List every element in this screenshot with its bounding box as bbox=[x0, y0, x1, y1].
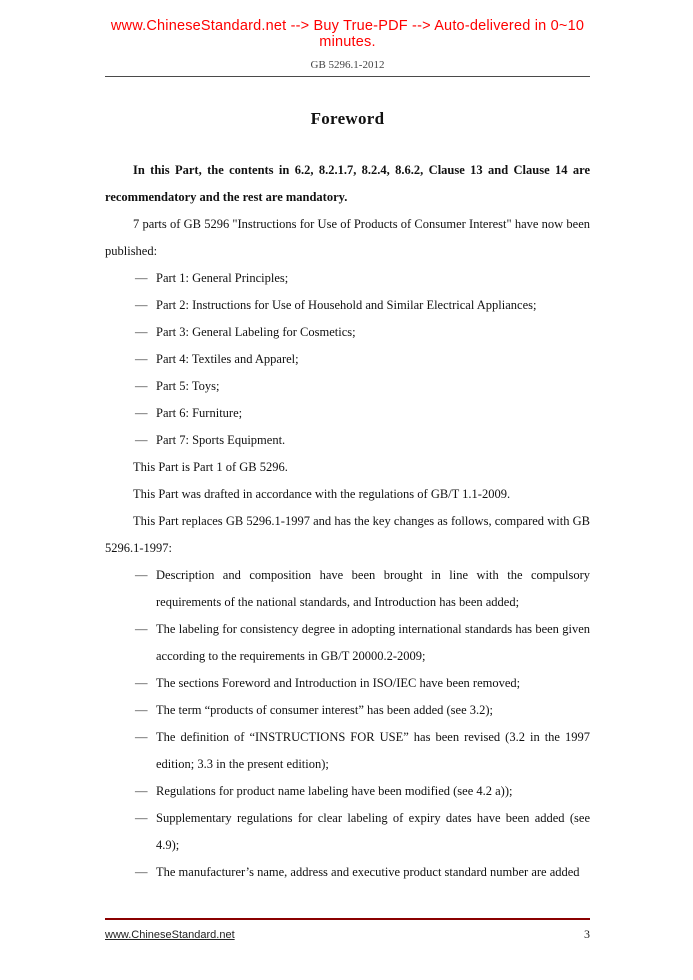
dash-marker: — bbox=[135, 325, 148, 339]
dash-marker: — bbox=[135, 352, 148, 366]
paragraph: This Part is Part 1 of GB 5296. bbox=[133, 460, 288, 474]
list-item-text: The sections Foreword and Introduction in ISO/IEC have been removed; bbox=[156, 676, 521, 690]
list-item-text: Part 1: General Principles; bbox=[156, 271, 289, 285]
dash-marker: — bbox=[135, 271, 148, 285]
list-item bbox=[105, 697, 590, 724]
dash-marker: — bbox=[135, 622, 148, 636]
paragraph: 7 parts of GB 5296 "Instructions for Use of Products of Consumer Interest" have now been published: bbox=[105, 217, 590, 258]
dash-marker: — bbox=[135, 568, 148, 582]
list-item bbox=[105, 670, 590, 697]
page-footer bbox=[105, 918, 590, 942]
list-item-text: Part 2: Instructions for Use of Household and Similar Electrical Appliances; bbox=[156, 298, 537, 312]
page-number: 3 bbox=[584, 927, 590, 941]
list-item bbox=[105, 805, 590, 859]
list-item-text: Regulations for product name labeling have been modified (see 4.2 a)); bbox=[156, 784, 513, 798]
list-item-text: Part 7: Sports Equipment. bbox=[156, 433, 286, 447]
list-item bbox=[105, 373, 590, 400]
paragraph: In this Part, the contents in 6.2, 8.2.1.7, 8.2.4, 8.6.2, Clause 13 and Clause 14 are recommendatory and the rest are mandatory. bbox=[105, 163, 590, 204]
list-item-text: The manufacturer’s name, address and executive product standard number are added bbox=[156, 865, 580, 879]
dash-marker: — bbox=[135, 703, 148, 717]
list-item-text: Supplementary regulations for clear labeling of expiry dates have been added (see 4.9); bbox=[156, 811, 590, 852]
list-item bbox=[105, 346, 590, 373]
promo-banner-link[interactable]: www.ChineseStandard.net --> Buy True-PDF --> Auto-delivered in 0~10 minutes. bbox=[110, 18, 585, 50]
dash-marker: — bbox=[135, 298, 148, 312]
list-item-text: The definition of “INSTRUCTIONS FOR USE” has been revised (3.2 in the 1997 edition; 3.3 in the present edition); bbox=[156, 730, 590, 771]
paragraph: This Part was drafted in accordance with the regulations of GB/T 1.1-2009. bbox=[133, 487, 511, 501]
list-item bbox=[105, 427, 590, 454]
dash-marker: — bbox=[135, 784, 148, 798]
list-item bbox=[105, 265, 590, 292]
list-item-text: Part 3: General Labeling for Cosmetics; bbox=[156, 325, 356, 339]
list-item-text: The labeling for consistency degree in adopting international standards has been given according to the requirements in GB/T 20000.2-2009; bbox=[156, 622, 590, 663]
list-item bbox=[105, 400, 590, 427]
list-item bbox=[105, 724, 590, 778]
list-item bbox=[105, 778, 590, 805]
dash-marker: — bbox=[135, 379, 148, 393]
list-item-text: Part 4: Textiles and Apparel; bbox=[156, 352, 299, 366]
list-item bbox=[105, 562, 590, 616]
dash-marker: — bbox=[135, 676, 148, 690]
dash-marker: — bbox=[135, 730, 148, 744]
list-item-text: Part 5: Toys; bbox=[156, 379, 220, 393]
dash-marker: — bbox=[135, 865, 148, 879]
list-item bbox=[105, 859, 590, 886]
list-item-text: Part 6: Furniture; bbox=[156, 406, 243, 420]
header-divider bbox=[105, 76, 590, 77]
document-body bbox=[105, 157, 590, 886]
footer-site-link[interactable]: www.ChineseStandard.net bbox=[105, 929, 235, 941]
list-item bbox=[105, 616, 590, 670]
list-item-text: The term “products of consumer interest” has been added (see 3.2); bbox=[156, 703, 494, 717]
list-item bbox=[105, 292, 590, 319]
page-title: Foreword bbox=[310, 109, 385, 128]
dash-marker: — bbox=[135, 406, 148, 420]
dash-marker: — bbox=[135, 811, 148, 825]
standard-number: GB 5296.1-2012 bbox=[310, 59, 385, 71]
list-item bbox=[105, 319, 590, 346]
paragraph: This Part replaces GB 5296.1-1997 and has the key changes as follows, compared with GB 5296.1-1997: bbox=[105, 514, 590, 555]
list-item-text: Description and composition have been brought in line with the compulsory requirements of the national standards, and Introduction has been added; bbox=[156, 568, 590, 609]
dash-marker: — bbox=[135, 433, 148, 447]
